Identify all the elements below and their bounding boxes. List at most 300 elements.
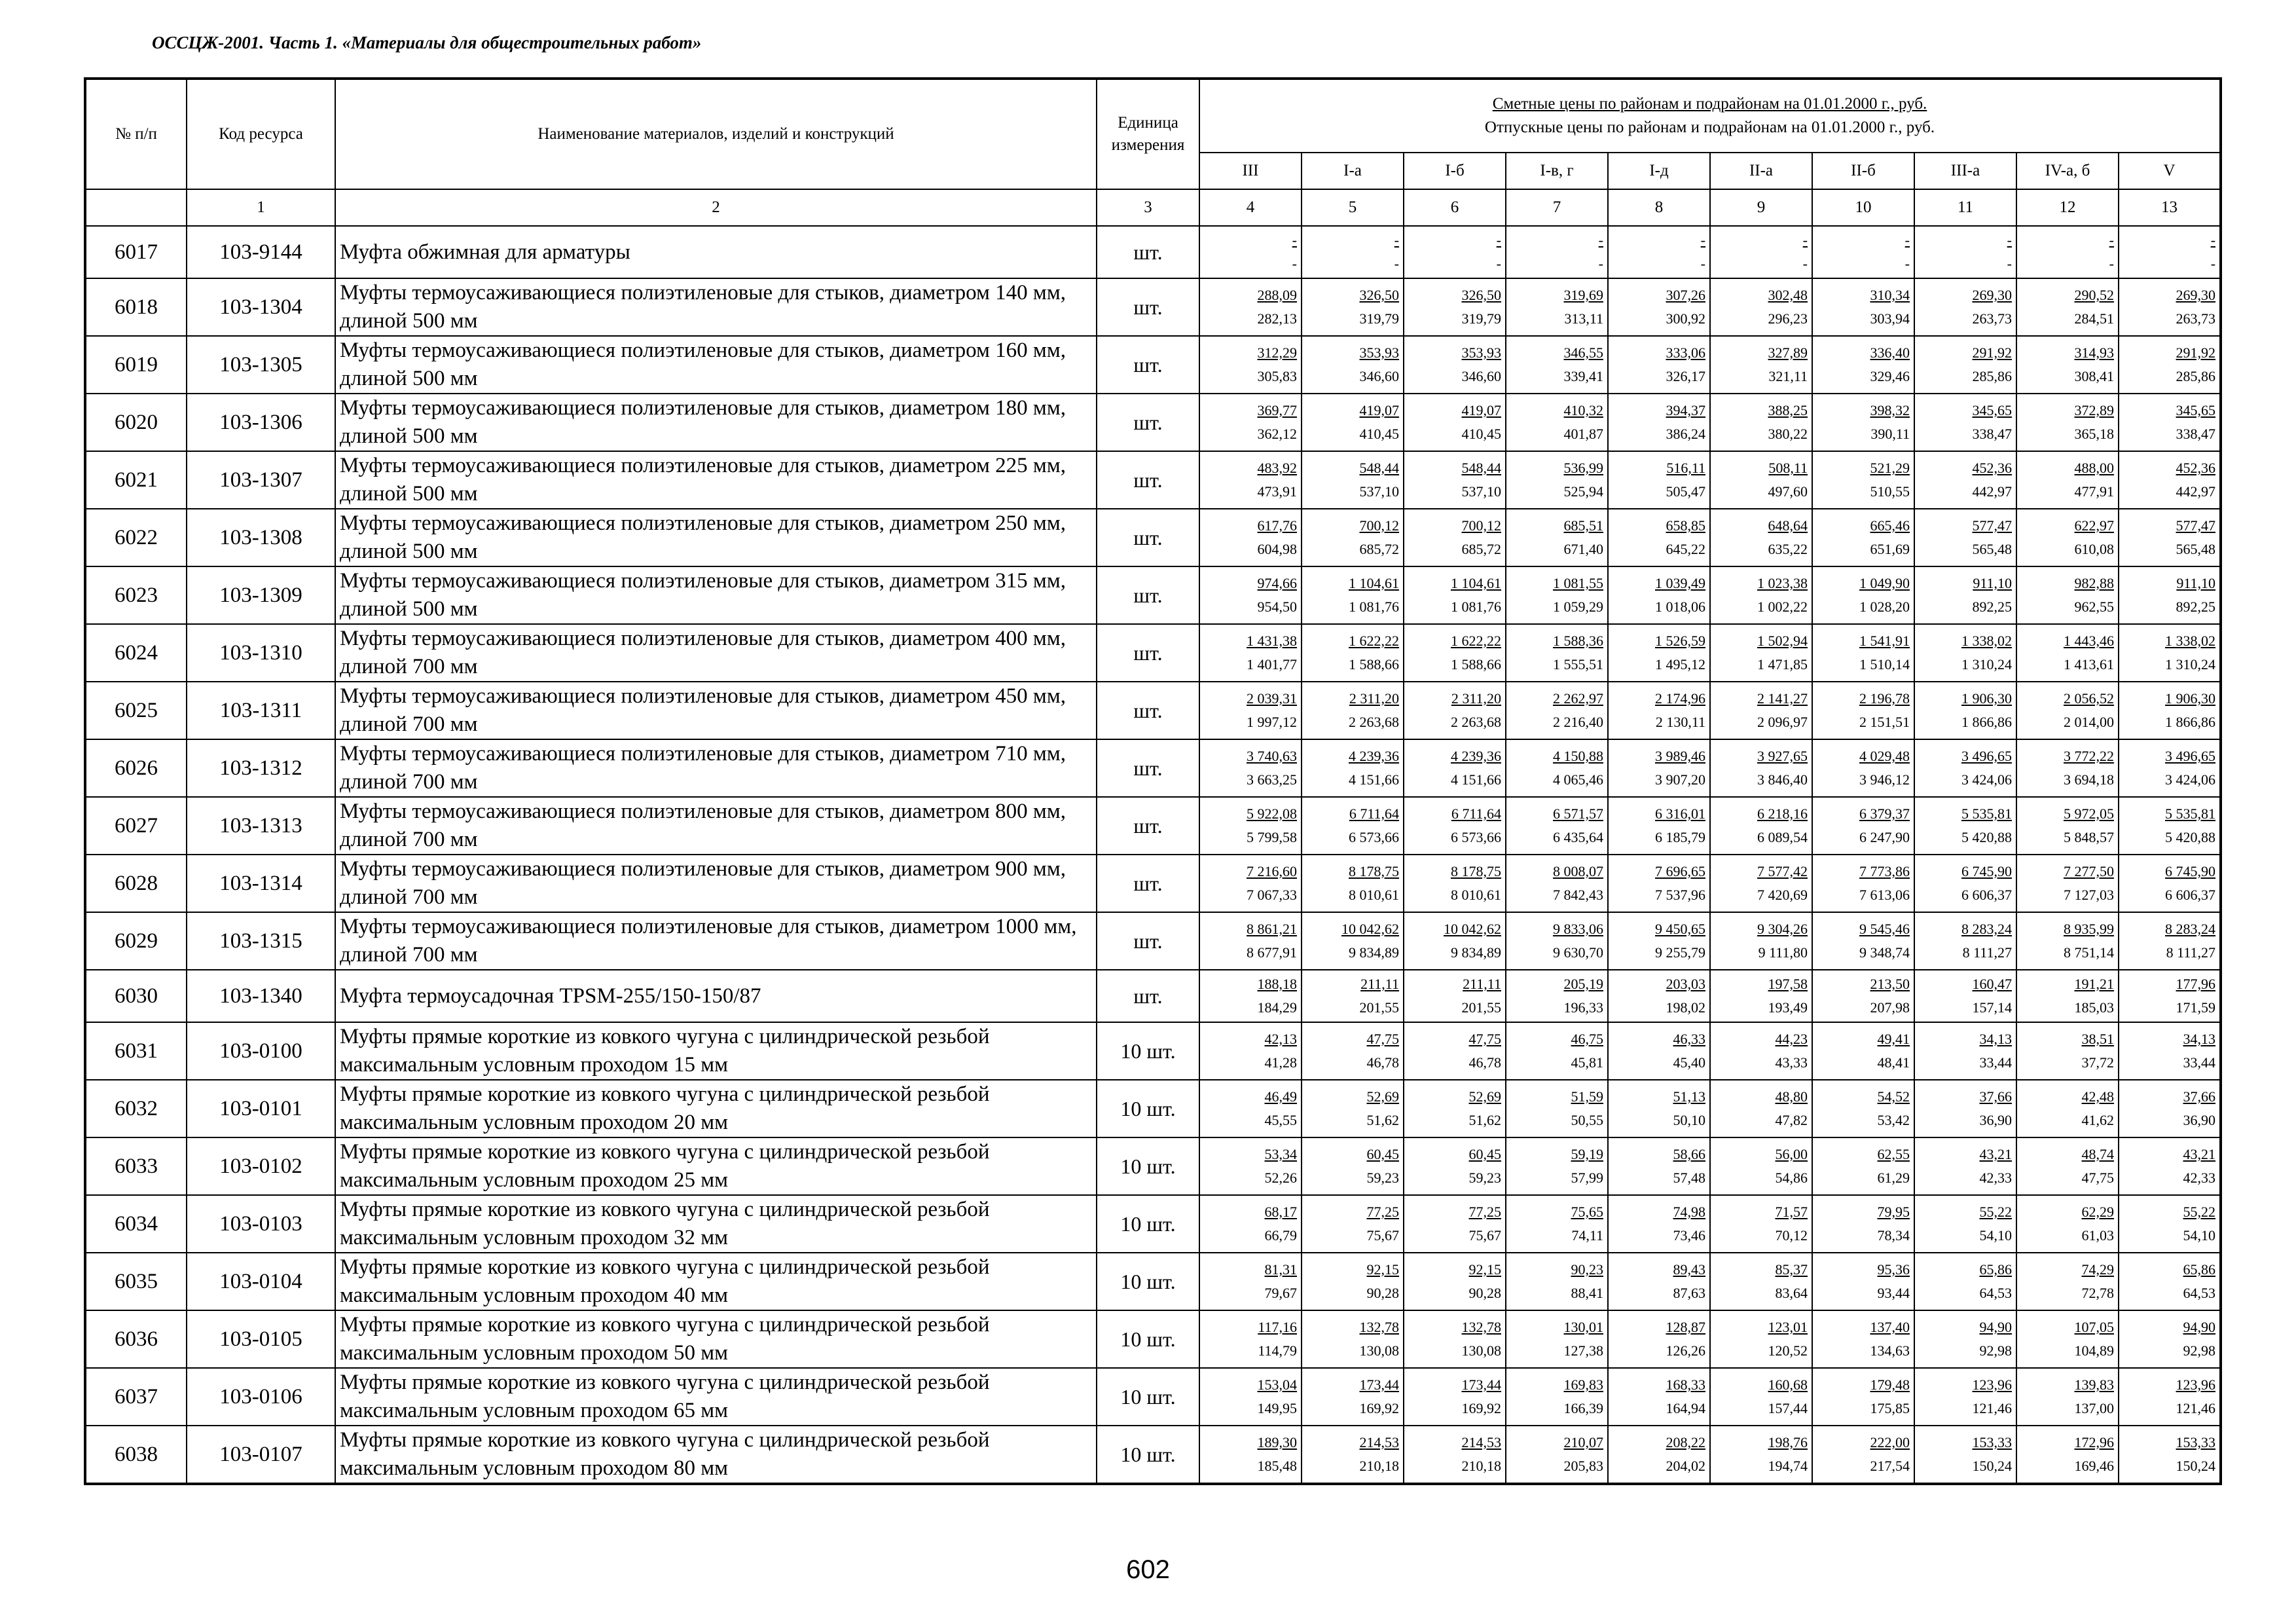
estimated-price: 6 571,57	[1553, 805, 1603, 822]
estimated-price: 307,26	[1666, 287, 1705, 303]
region-header: I-д	[1608, 153, 1710, 189]
column-number-cell: 2	[335, 189, 1097, 226]
wholesale-price: 196,33	[1563, 999, 1603, 1016]
price-cell	[1914, 970, 2016, 1022]
table-row	[85, 739, 2221, 797]
estimated-price: 177,96	[2176, 976, 2216, 992]
unit-of-measure: шт.	[1097, 970, 1199, 1022]
wholesale-price: 194,74	[1768, 1458, 1808, 1474]
estimated-price: 1 622,22	[1451, 633, 1501, 649]
region-header: V	[2119, 153, 2221, 189]
price-cell	[1812, 1080, 1914, 1137]
row-number: 6029	[85, 912, 187, 970]
wholesale-price: 169,46	[2074, 1458, 2114, 1474]
material-name: Муфты прямые короткие из ковкого чугуна с цилиндрической резьбой максимальным условным проходом 20 мм	[335, 1080, 1097, 1137]
material-name: Муфты термоусаживающиеся полиэтиленовые для стыков, диаметром 1000 мм, длиной 700 мм	[335, 912, 1097, 970]
material-name: Муфты прямые короткие из ковкого чугуна с цилиндрической резьбой максимальным условным проходом 80 мм	[335, 1426, 1097, 1484]
wholesale-price: 685,72	[1359, 541, 1399, 557]
wholesale-price: 610,08	[2074, 541, 2114, 557]
unit-of-measure: шт.	[1097, 566, 1199, 624]
wholesale-price: 1 997,12	[1247, 714, 1297, 730]
material-name: Муфты прямые короткие из ковкого чугуна с цилиндрической резьбой максимальным условным проходом 50 мм	[335, 1310, 1097, 1368]
wholesale-price: 87,63	[1673, 1285, 1705, 1301]
price-cell	[1812, 1253, 1914, 1310]
estimated-price: 700,12	[1461, 517, 1501, 534]
material-name: Муфты прямые короткие из ковкого чугуна с цилиндрической резьбой максимальным условным проходом 40 мм	[335, 1253, 1097, 1310]
unit-of-measure: шт.	[1097, 739, 1199, 797]
price-cell	[1302, 278, 1404, 336]
price-cell	[1199, 1022, 1302, 1080]
material-name: Муфты прямые короткие из ковкого чугуна с цилиндрической резьбой максимальным условным проходом 65 мм	[335, 1368, 1097, 1426]
estimated-price: 214,53	[1359, 1434, 1399, 1450]
material-name: Муфты термоусаживающиеся полиэтиленовые для стыков, диаметром 800 мм, длиной 700 мм	[335, 797, 1097, 855]
price-cell	[1404, 1080, 1506, 1137]
estimated-price: 205,19	[1563, 976, 1603, 992]
column-number-cell: 6	[1404, 189, 1506, 226]
price-cell	[1199, 1137, 1302, 1195]
row-number: 6027	[85, 797, 187, 855]
wholesale-price: 2 263,68	[1349, 714, 1399, 730]
estimated-price: 974,66	[1257, 575, 1297, 591]
wholesale-price: 303,94	[1870, 310, 1910, 327]
estimated-price: 269,30	[1972, 287, 2012, 303]
estimated-price: 3 927,65	[1757, 748, 1808, 764]
wholesale-price: 635,22	[1768, 541, 1808, 557]
price-cell	[2016, 797, 2119, 855]
table-row	[85, 624, 2221, 682]
estimated-price: 665,46	[1870, 517, 1910, 534]
estimated-price: 60,45	[1366, 1146, 1399, 1162]
estimated-price: 117,16	[1258, 1319, 1297, 1335]
price-cell	[1608, 855, 1710, 912]
price-cell	[1914, 566, 2016, 624]
price-cell	[1302, 1195, 1404, 1253]
estimated-price: 48,74	[2081, 1146, 2114, 1162]
wholesale-price: 72,78	[2081, 1285, 2114, 1301]
resource-code: 103-1311	[187, 682, 335, 739]
price-cell	[1506, 912, 1608, 970]
table-row	[85, 394, 2221, 451]
table-row	[85, 855, 2221, 912]
wholesale-price: 346,60	[1359, 368, 1399, 384]
wholesale-price: 46,78	[1468, 1054, 1501, 1071]
wholesale-price: 50,55	[1571, 1112, 1603, 1128]
price-cell	[1710, 682, 1812, 739]
wholesale-price: 210,18	[1461, 1458, 1501, 1474]
estimated-price: 222,00	[1870, 1434, 1910, 1450]
price-cell	[1914, 1022, 2016, 1080]
table-row	[85, 1253, 2221, 1310]
region-header: III-а	[1914, 153, 2016, 189]
estimated-price: 1 502,94	[1757, 633, 1808, 649]
estimated-price: -	[2007, 232, 2012, 248]
wholesale-price: 120,52	[1768, 1342, 1808, 1359]
wholesale-price: 50,10	[1673, 1112, 1705, 1128]
column-number-cell: 4	[1199, 189, 1302, 226]
price-cell	[1812, 226, 1914, 278]
price-cell	[1710, 336, 1812, 394]
row-number: 6024	[85, 624, 187, 682]
wholesale-price: 3 424,06	[1961, 771, 2012, 788]
estimated-price: 6 218,16	[1757, 805, 1808, 822]
price-cell	[1506, 1137, 1608, 1195]
price-cell	[1914, 1253, 2016, 1310]
wholesale-price: 505,47	[1666, 483, 1705, 500]
price-cell	[1812, 682, 1914, 739]
wholesale-price: 198,02	[1666, 999, 1705, 1016]
wholesale-price: 329,46	[1870, 368, 1910, 384]
price-cell	[1812, 970, 1914, 1022]
col-header-name: Наименование материалов, изделий и конструкций	[335, 79, 1097, 189]
price-cell	[2119, 1022, 2221, 1080]
price-cell	[1914, 682, 2016, 739]
table-row	[85, 566, 2221, 624]
wholesale-price: 210,18	[1359, 1458, 1399, 1474]
wholesale-price: 150,24	[1972, 1458, 2012, 1474]
wholesale-price: 1 081,76	[1451, 599, 1501, 615]
wholesale-price: 130,08	[1359, 1342, 1399, 1359]
estimated-price: 9 833,06	[1553, 921, 1603, 937]
wholesale-price: 7 127,03	[2064, 887, 2114, 903]
wholesale-price: 604,98	[1257, 541, 1297, 557]
estimated-price: 2 262,97	[1553, 690, 1603, 707]
estimated-price: 700,12	[1359, 517, 1399, 534]
wholesale-price: 193,49	[1768, 999, 1808, 1016]
estimated-price: 326,50	[1461, 287, 1501, 303]
estimated-price: 398,32	[1870, 402, 1910, 418]
price-cell	[1710, 1368, 1812, 1426]
price-cell	[2119, 682, 2221, 739]
price-cell	[1914, 797, 2016, 855]
wholesale-price: 175,85	[1870, 1400, 1910, 1416]
estimated-price: 1 039,49	[1655, 575, 1705, 591]
unit-of-measure: шт.	[1097, 624, 1199, 682]
estimated-price: 548,44	[1359, 460, 1399, 476]
estimated-price: 56,00	[1775, 1146, 1808, 1162]
estimated-price: 483,92	[1257, 460, 1297, 476]
column-number-cell: 12	[2016, 189, 2119, 226]
resource-code: 103-1340	[187, 970, 335, 1022]
wholesale-price: 9 834,89	[1451, 944, 1501, 961]
estimated-price: -	[1292, 232, 1297, 248]
wholesale-price: 6 573,66	[1451, 829, 1501, 845]
price-cell	[1199, 226, 1302, 278]
price-cell	[1404, 912, 1506, 970]
wholesale-price: 8 111,27	[1962, 944, 2012, 961]
row-number: 6022	[85, 509, 187, 566]
estimated-price: 179,48	[1870, 1376, 1910, 1393]
price-cell	[1812, 912, 1914, 970]
estimated-price: 452,36	[2176, 460, 2216, 476]
price-cell	[1506, 1195, 1608, 1253]
wholesale-price: 92,98	[1979, 1342, 2012, 1359]
estimated-price: 291,92	[2176, 344, 2216, 361]
wholesale-price: 339,41	[1563, 368, 1603, 384]
estimated-price: 3 496,65	[2165, 748, 2216, 764]
estimated-price: 160,47	[1972, 976, 2012, 992]
wholesale-price: 263,73	[2176, 310, 2216, 327]
unit-of-measure: 10 шт.	[1097, 1310, 1199, 1368]
estimated-price: 1 338,02	[2165, 633, 2216, 649]
estimated-price: 160,68	[1768, 1376, 1808, 1393]
wholesale-price: 308,41	[2074, 368, 2114, 384]
price-cell	[1404, 1368, 1506, 1426]
table-row	[85, 970, 2221, 1022]
table-row	[85, 1310, 2221, 1368]
price-cell	[1302, 739, 1404, 797]
wholesale-price: 2 216,40	[1553, 714, 1603, 730]
price-cell	[1404, 566, 1506, 624]
wholesale-price: 51,62	[1468, 1112, 1501, 1128]
resource-code: 103-0101	[187, 1080, 335, 1137]
estimated-price: 577,47	[1972, 517, 2012, 534]
wholesale-price: 300,92	[1666, 310, 1705, 327]
price-cell	[1506, 739, 1608, 797]
wholesale-price: 1 310,24	[2165, 656, 2216, 673]
unit-of-measure: шт.	[1097, 797, 1199, 855]
wholesale-price: 149,95	[1257, 1400, 1297, 1416]
wholesale-price: 8 677,91	[1247, 944, 1297, 961]
wholesale-price: 338,47	[1972, 426, 2012, 442]
wholesale-price: 1 495,12	[1655, 656, 1705, 673]
wholesale-price: 892,25	[2176, 599, 2216, 615]
price-cell	[2119, 1426, 2221, 1484]
wholesale-price: 54,10	[2183, 1227, 2216, 1244]
price-cell	[1812, 739, 1914, 797]
wholesale-price: 9 630,70	[1553, 944, 1603, 961]
column-number-cell: 8	[1608, 189, 1710, 226]
wholesale-price: 90,28	[1468, 1285, 1501, 1301]
estimated-price: 911,10	[1973, 575, 2012, 591]
unit-of-measure: 10 шт.	[1097, 1137, 1199, 1195]
estimated-price: 197,58	[1768, 976, 1808, 992]
price-cell	[2016, 1022, 2119, 1080]
wholesale-price: 134,63	[1870, 1342, 1910, 1359]
estimated-price: 214,53	[1461, 1434, 1501, 1450]
wholesale-price: -	[1904, 255, 1910, 272]
wholesale-price: 401,87	[1563, 426, 1603, 442]
wholesale-price: 390,11	[1870, 426, 1910, 442]
price-cell	[1710, 912, 1812, 970]
estimated-price: 5 922,08	[1247, 805, 1297, 822]
estimated-price: 173,44	[1461, 1376, 1501, 1393]
wholesale-price: 1 555,51	[1553, 656, 1603, 673]
wholesale-price: 284,51	[2074, 310, 2114, 327]
unit-of-measure: 10 шт.	[1097, 1368, 1199, 1426]
estimated-price: 2 174,96	[1655, 690, 1705, 707]
estimated-price: 8 178,75	[1451, 863, 1501, 879]
estimated-price: 2 141,27	[1757, 690, 1808, 707]
row-number: 6034	[85, 1195, 187, 1253]
estimated-price: 1 526,59	[1655, 633, 1705, 649]
wholesale-price: 45,81	[1571, 1054, 1603, 1071]
price-cell	[1812, 1137, 1914, 1195]
estimated-price: 617,76	[1257, 517, 1297, 534]
estimated-price: 346,55	[1563, 344, 1603, 361]
material-name: Муфты термоусаживающиеся полиэтиленовые для стыков, диаметром 180 мм, длиной 500 мм	[335, 394, 1097, 451]
wholesale-price: 74,11	[1571, 1227, 1603, 1244]
price-cell	[1199, 1080, 1302, 1137]
estimated-price: 65,86	[2183, 1261, 2216, 1278]
wholesale-price: 9 111,80	[1758, 944, 1808, 961]
wholesale-price: 75,67	[1366, 1227, 1399, 1244]
estimated-price: 369,77	[1257, 402, 1297, 418]
price-cell	[1199, 797, 1302, 855]
wholesale-price: 380,22	[1768, 426, 1808, 442]
estimated-price: 310,34	[1870, 287, 1910, 303]
price-cell	[1404, 682, 1506, 739]
price-cell	[1404, 278, 1506, 336]
price-cell	[1404, 1426, 1506, 1484]
wholesale-price: 169,92	[1461, 1400, 1501, 1416]
wholesale-price: 42,33	[2183, 1170, 2216, 1186]
price-cell	[1302, 1368, 1404, 1426]
price-cell	[1710, 1310, 1812, 1368]
wholesale-price: 207,98	[1870, 999, 1910, 1016]
estimated-price: 130,01	[1563, 1319, 1603, 1335]
resource-code: 103-0103	[187, 1195, 335, 1253]
row-number: 6017	[85, 226, 187, 278]
estimated-price: 4 150,88	[1553, 748, 1603, 764]
wholesale-price: 46,78	[1366, 1054, 1399, 1071]
price-cell	[1608, 1080, 1710, 1137]
resource-code: 103-1315	[187, 912, 335, 970]
wholesale-price: 2 130,11	[1655, 714, 1705, 730]
estimated-price: 71,57	[1775, 1204, 1808, 1220]
wholesale-price: 104,89	[2074, 1342, 2114, 1359]
table-row	[85, 797, 2221, 855]
estimated-price: 6 711,64	[1349, 805, 1399, 822]
estimated-price: 6 745,90	[2165, 863, 2216, 879]
price-cell	[1404, 1310, 1506, 1368]
estimated-price: 5 535,81	[1961, 805, 2012, 822]
material-name: Муфты термоусаживающиеся полиэтиленовые для стыков, диаметром 140 мм, длиной 500 мм	[335, 278, 1097, 336]
price-cell	[1608, 394, 1710, 451]
column-number-cell: 7	[1506, 189, 1608, 226]
price-cell	[1812, 509, 1914, 566]
wholesale-price: 157,14	[1972, 999, 2012, 1016]
price-cell	[1914, 1137, 2016, 1195]
estimated-price: 291,92	[1972, 344, 2012, 361]
price-cell	[1812, 1022, 1914, 1080]
price-cell	[1812, 1195, 1914, 1253]
price-cell	[1302, 797, 1404, 855]
wholesale-price: 137,00	[2074, 1400, 2114, 1416]
wholesale-price: 3 663,25	[1247, 771, 1297, 788]
wholesale-price: 1 310,24	[1961, 656, 2012, 673]
estimated-price: 314,93	[2074, 344, 2114, 361]
price-cell	[1506, 624, 1608, 682]
price-cell	[2016, 739, 2119, 797]
price-cell	[1506, 1080, 1608, 1137]
estimated-price: 132,78	[1461, 1319, 1501, 1335]
wholesale-price: 326,17	[1666, 368, 1705, 384]
wholesale-price: 33,44	[1979, 1054, 2012, 1071]
price-cell	[1710, 394, 1812, 451]
price-cell	[2119, 1137, 2221, 1195]
estimated-price: 55,22	[2183, 1204, 2216, 1220]
estimated-price: 388,25	[1768, 402, 1808, 418]
estimated-price: 203,03	[1666, 976, 1705, 992]
price-cell	[1199, 1368, 1302, 1426]
wholesale-price: 8 010,61	[1451, 887, 1501, 903]
wholesale-price: 565,48	[1972, 541, 2012, 557]
estimated-price: 8 861,21	[1247, 921, 1297, 937]
wholesale-price: 365,18	[2074, 426, 2114, 442]
row-number: 6033	[85, 1137, 187, 1195]
material-name: Муфты термоусаживающиеся полиэтиленовые для стыков, диаметром 315 мм, длиной 500 мм	[335, 566, 1097, 624]
estimated-price: 208,22	[1666, 1434, 1705, 1450]
price-cell	[1914, 226, 2016, 278]
price-cell	[1404, 797, 1506, 855]
unit-of-measure: шт.	[1097, 278, 1199, 336]
wholesale-price: 537,10	[1359, 483, 1399, 500]
estimated-price: 34,13	[1979, 1031, 2012, 1047]
column-number-cell: 1	[187, 189, 335, 226]
price-cell	[1199, 336, 1302, 394]
estimated-price: 327,89	[1768, 344, 1808, 361]
header-row-column-numbers	[85, 189, 2221, 226]
col-header-unit: Единица измерения	[1097, 79, 1199, 189]
estimated-price: 95,36	[1877, 1261, 1910, 1278]
estimated-price: 60,45	[1468, 1146, 1501, 1162]
estimated-price: 74,29	[2081, 1261, 2114, 1278]
price-cell	[1506, 226, 1608, 278]
estimated-price: 1 023,38	[1757, 575, 1808, 591]
unit-of-measure: шт.	[1097, 912, 1199, 970]
estimated-price: 94,90	[2183, 1319, 2216, 1335]
price-cell	[1608, 336, 1710, 394]
region-header: I-б	[1404, 153, 1506, 189]
estimated-price: 38,51	[2081, 1031, 2114, 1047]
unit-of-measure: 10 шт.	[1097, 1426, 1199, 1484]
wholesale-price: 61,03	[2081, 1227, 2114, 1244]
row-number: 6020	[85, 394, 187, 451]
wholesale-price: 6 435,64	[1553, 829, 1603, 845]
estimated-price: 10 042,62	[1341, 921, 1399, 937]
price-cell	[1404, 855, 1506, 912]
estimated-price: 53,34	[1264, 1146, 1297, 1162]
wholesale-price: 45,55	[1264, 1112, 1297, 1128]
price-cell	[1812, 394, 1914, 451]
price-cell	[1506, 1310, 1608, 1368]
estimated-price: 3 740,63	[1247, 748, 1297, 764]
row-number: 6018	[85, 278, 187, 336]
estimated-price: 123,96	[1972, 1376, 2012, 1393]
price-cell	[1302, 1137, 1404, 1195]
column-number-cell: 13	[2119, 189, 2221, 226]
wholesale-price: 6 247,90	[1859, 829, 1910, 845]
estimated-price: 198,76	[1768, 1434, 1808, 1450]
price-cell	[1608, 451, 1710, 509]
estimated-price: 1 588,36	[1553, 633, 1603, 649]
wholesale-price: 64,53	[1979, 1285, 2012, 1301]
wholesale-price: 54,10	[1979, 1227, 2012, 1244]
estimated-price: 173,44	[1359, 1376, 1399, 1393]
wholesale-price: 3 846,40	[1757, 771, 1808, 788]
price-cell	[2119, 509, 2221, 566]
wholesale-price: 1 028,20	[1859, 599, 1910, 615]
price-cell	[1710, 278, 1812, 336]
estimated-price: 2 311,20	[1451, 690, 1501, 707]
wholesale-price: 169,92	[1359, 1400, 1399, 1416]
estimated-price: 419,07	[1359, 402, 1399, 418]
estimated-price: 319,69	[1563, 287, 1603, 303]
estimated-price: 81,31	[1264, 1261, 1297, 1278]
price-cell	[1710, 1426, 1812, 1484]
wholesale-price: -	[1394, 255, 1399, 272]
price-cell	[1914, 1426, 2016, 1484]
